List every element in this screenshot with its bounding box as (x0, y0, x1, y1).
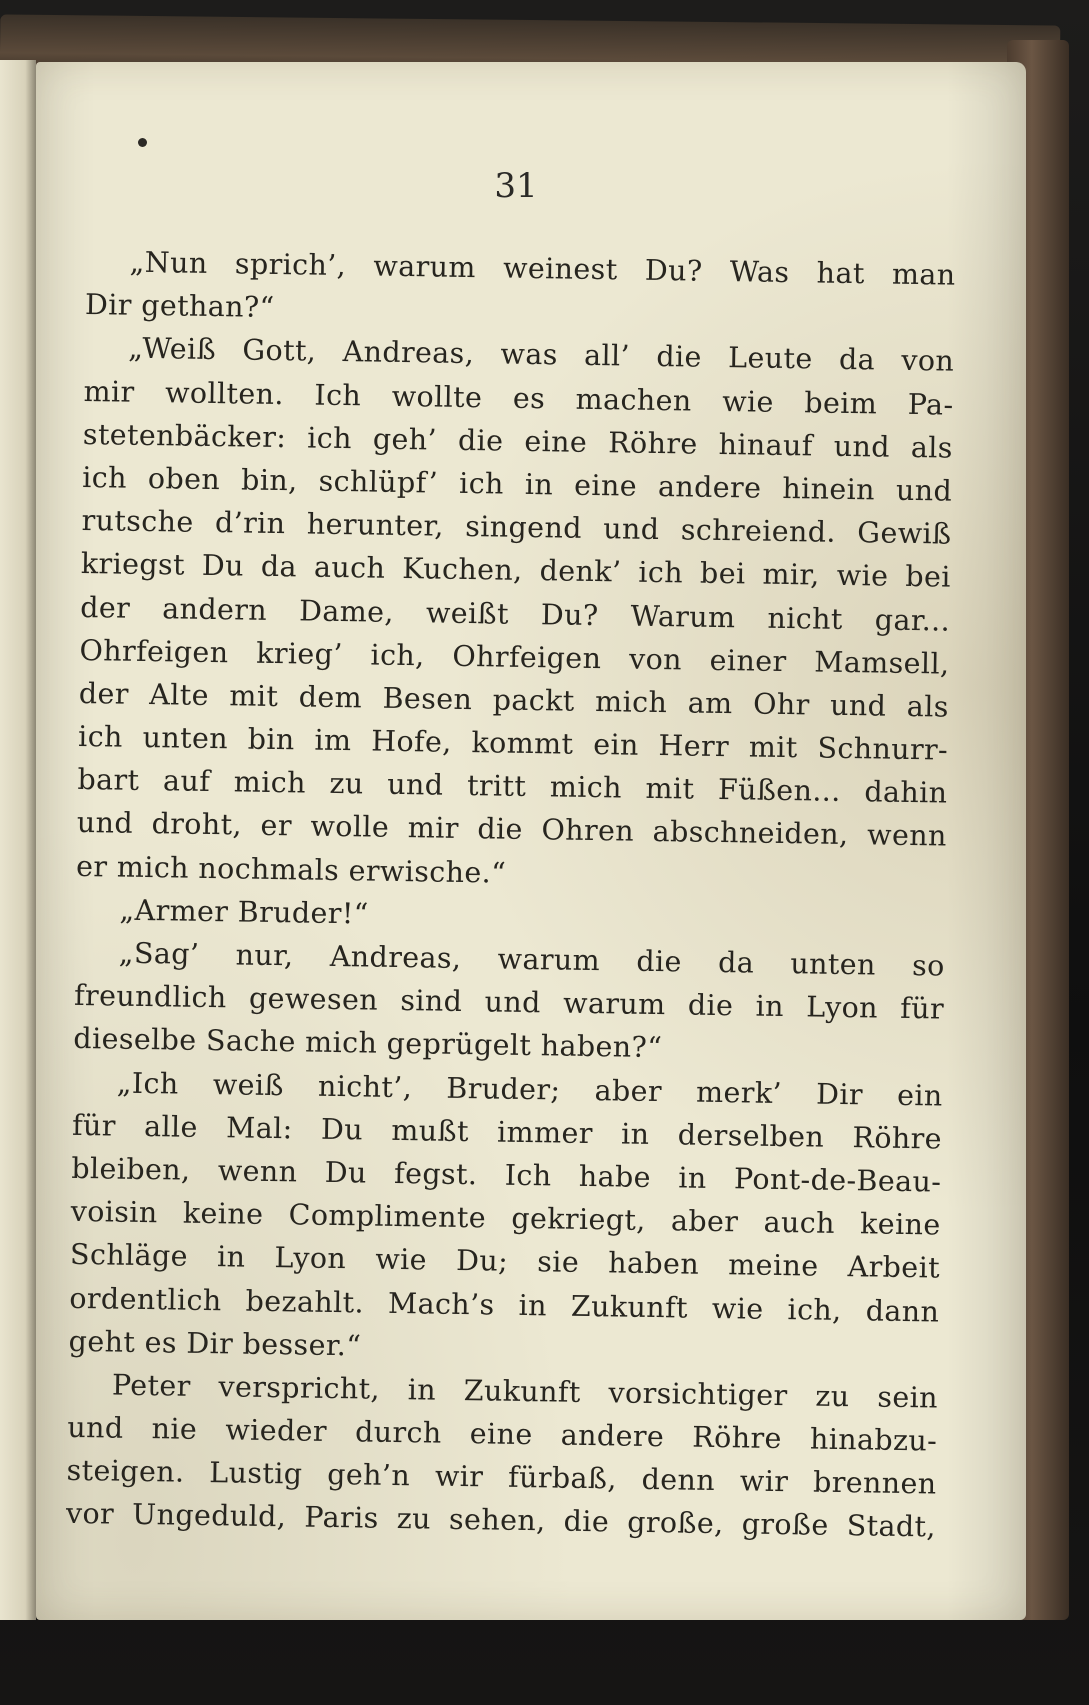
text-line: mir wollten. Ich wollte es machen wie beim Pa- (83, 374, 954, 422)
text-line: ich unten bin im Hofe, kommt ein Herr mit Schnurr- (77, 720, 949, 767)
text-line: „Weiß Gott, Andreas, was all’ die Leute da von (128, 332, 955, 379)
text-line: rutsche d’rin herunter, singend und schreiend. Gewiß (81, 504, 952, 551)
text-line: ordentlich bezahlt. Mach’s in Zukunft wie ich, dann (69, 1281, 940, 1329)
text-line: und nie wieder durch eine andere Röhre hinabzu- (67, 1410, 938, 1458)
text-line: kriegst Du da auch Kuchen, denk’ ich bei mir, wie bei (80, 547, 952, 594)
text-line: bart auf mich zu und tritt mich mit Füßen... dahin (77, 763, 948, 810)
text-line: „Ich weiß nicht’, Bruder; aber merk’ Dir ein (116, 1066, 943, 1113)
text-line: für alle Mal: Du mußt immer in derselben Röhre (71, 1108, 943, 1156)
text-line: freundlich gewesen sind und warum die in Lyon für (73, 979, 945, 1026)
previous-page-edge (0, 60, 36, 1620)
text-line: der andern Dame, weißt Du? Warum nicht gar... (79, 590, 951, 638)
text-line: der Alte mit dem Besen packt mich am Ohr und als (78, 676, 950, 724)
text-line: „Sag’ nur, Andreas, warum die da unten so (118, 936, 945, 983)
text-line: Peter verspricht, in Zukunft vorsichtiger zu sein (111, 1368, 939, 1415)
text-line: vor Ungeduld, Paris zu sehen, die große, große Stadt, (65, 1497, 937, 1544)
text-line: bleiben, wenn Du fegst. Ich habe in Pont-de-Beau- (71, 1151, 942, 1199)
text-line: „Armer Bruder!“ (119, 893, 369, 931)
page-text (66, 240, 956, 1549)
book-page (36, 62, 1026, 1620)
text-line: Ohrfeigen krieg’ ich, Ohrfeigen von einer Mamsell, (79, 633, 950, 681)
text-line: „Nun sprich’, warum weinest Du? Was hat man (129, 245, 956, 292)
text-line: stetenbäcker: ich geh’ die eine Röhre hinauf und als (82, 417, 954, 465)
page-number: 31 (494, 166, 538, 206)
text-line: voisin keine Complimente gekriegt, aber auch keine (70, 1195, 941, 1242)
text-line: ich oben bin, schlüpf’ ich in eine andere hinein und (82, 460, 953, 508)
text-line: er mich nochmals erwische.“ (75, 849, 507, 890)
ink-dot (138, 138, 147, 147)
text-line: dieselbe Sache mich geprügelt haben?“ (73, 1022, 663, 1065)
text-line: Dir gethan?“ (84, 288, 275, 325)
text-line: und droht, er wolle mir die Ohren abschneiden, wenn (76, 806, 947, 854)
text-line: steigen. Lustig geh’n wir fürbaß, denn wir brennen (66, 1454, 937, 1501)
text-line: geht es Dir besser.“ (68, 1324, 362, 1363)
text-line: Schläge in Lyon wie Du; sie haben meine Arbeit (69, 1238, 941, 1285)
